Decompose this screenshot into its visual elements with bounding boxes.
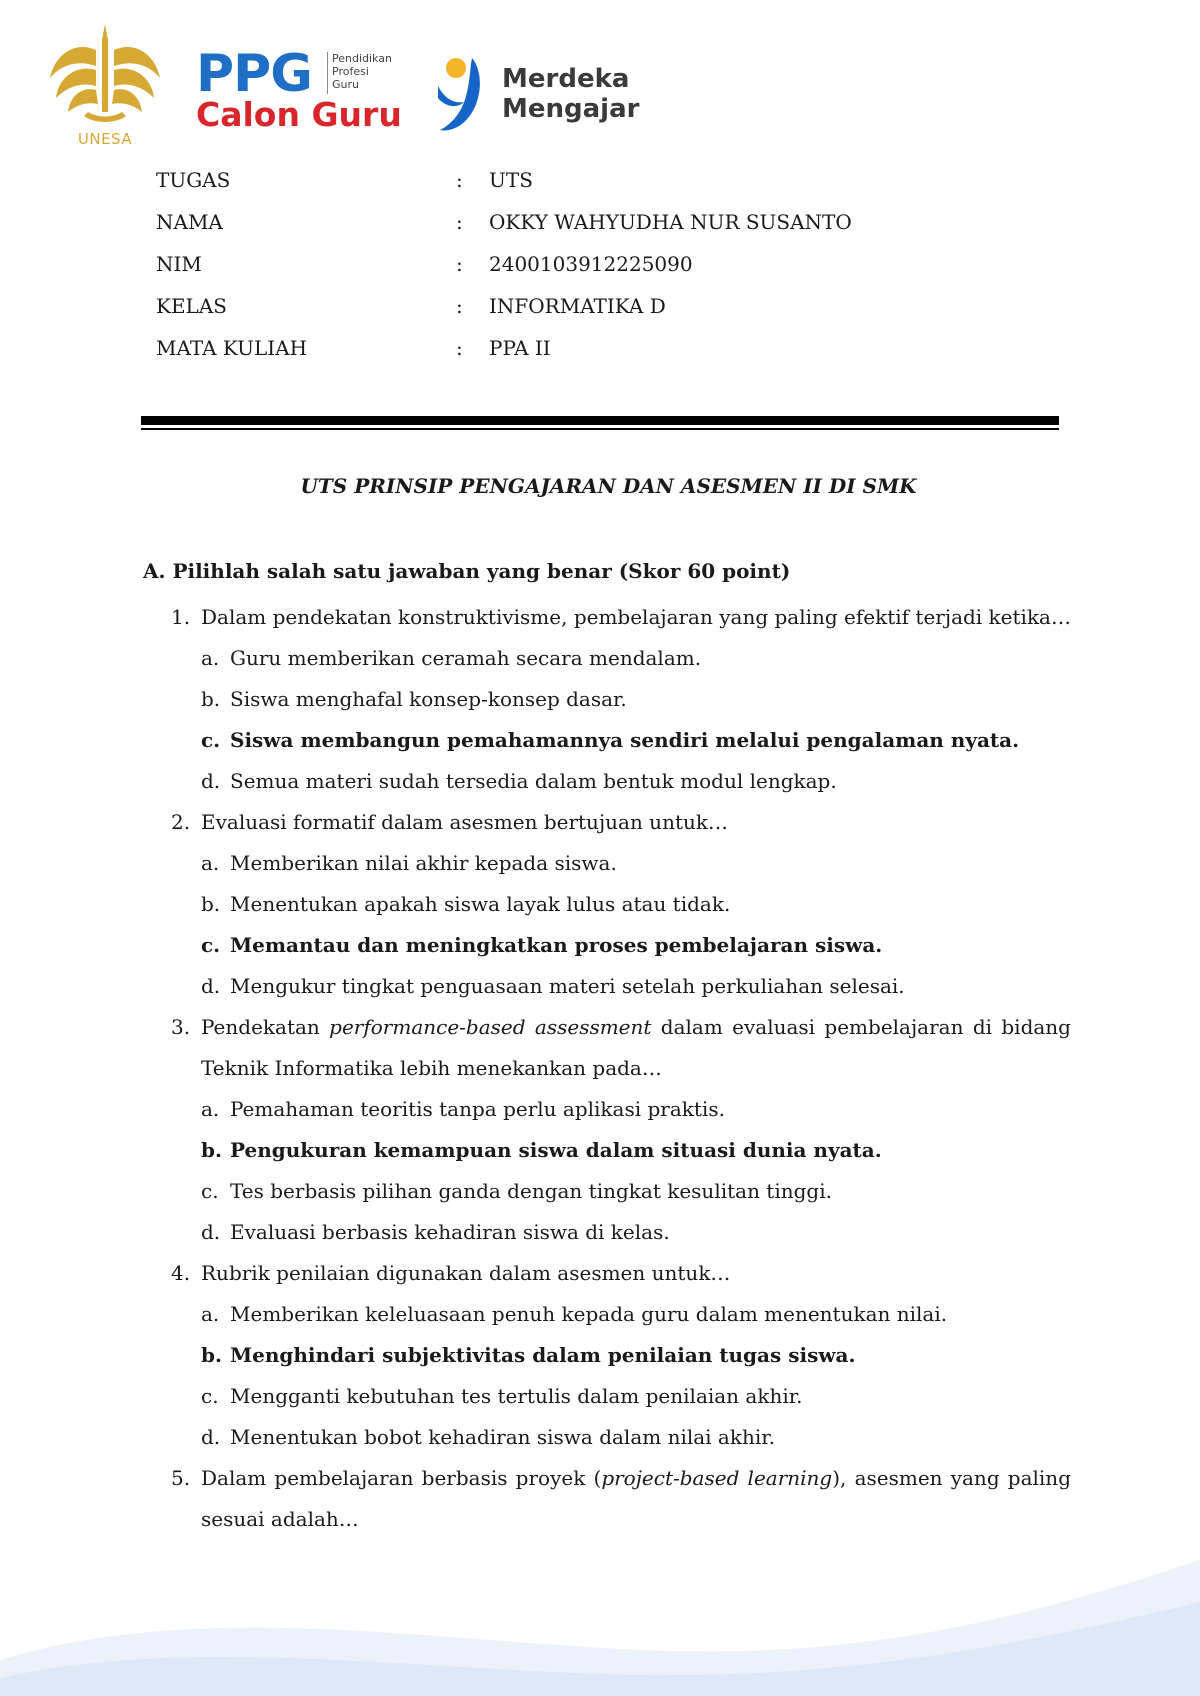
option-text: Semua materi sudah tersedia dalam bentuk modul lengkap. (230, 769, 837, 793)
ppg-sub-line: Guru (332, 78, 359, 91)
question-italic-term: performance-based assessment (329, 1015, 652, 1039)
option-text: Menentukan apakah siswa layak lulus atau tidak. (230, 892, 731, 916)
identity-colon: : (456, 252, 463, 276)
option-text: Menentukan bobot kehadiran siswa dalam nilai akhir. (230, 1425, 775, 1449)
option-letter: c. (201, 933, 221, 957)
identity-value: 2400103912225090 (489, 252, 693, 276)
option-text: Menghindari subjektivitas dalam penilaian tugas siswa. (230, 1343, 856, 1367)
question-section (143, 555, 1071, 1540)
ppg-divider (327, 52, 328, 94)
identity-value: INFORMATIKA D (489, 294, 666, 318)
option-letter: a. (201, 646, 220, 670)
answer-option (143, 1376, 1071, 1417)
question-text: Rubrik penilaian digunakan dalam asesmen untuk… (201, 1261, 731, 1285)
question-item (143, 802, 1071, 843)
header-rule-thin (141, 428, 1059, 430)
identity-label: TUGAS (156, 168, 231, 192)
question-item (143, 1007, 1071, 1089)
calon-word: Calon (196, 95, 300, 134)
answer-option (143, 1171, 1071, 1212)
question-text: Pendekatan performance-based assessment dalam evaluasi pembelajaran di bidang Teknik Informatika lebih menekankan pada… (201, 1015, 1071, 1080)
identity-value: OKKY WAHYUDHA NUR SUSANTO (489, 210, 852, 234)
unesa-logo (44, 20, 166, 148)
merdeka-mengajar-logo (432, 52, 662, 136)
option-letter: c. (201, 1179, 219, 1203)
option-text: Pengukuran kemampuan siswa dalam situasi dunia nyata. (230, 1138, 882, 1162)
question-text: Dalam pendekatan konstruktivisme, pembelajaran yang paling efektif terjadi ketika… (201, 605, 1071, 629)
ppg-wordmark: PPG (196, 44, 312, 104)
answer-option-correct (143, 1130, 1071, 1171)
footer-wave-decoration (0, 1540, 1200, 1696)
header-rule-thick (141, 416, 1059, 425)
answer-option (143, 1089, 1071, 1130)
option-text: Mengukur tingkat penguasaan materi setelah perkuliahan selesai. (230, 974, 905, 998)
option-text: Guru memberikan ceramah secara mendalam. (230, 646, 702, 670)
question-number: 4. (171, 1261, 191, 1285)
identity-colon: : (456, 210, 463, 234)
merdeka-mengajar-wordmark (502, 64, 639, 124)
option-text: Siswa membangun pemahamannya sendiri melalui pengalaman nyata. (230, 728, 1020, 752)
question-text: Dalam pembelajaran berbasis proyek (project-based learning), asesmen yang paling sesuai adalah… (201, 1466, 1071, 1531)
merdeka-mengajar-icon (432, 52, 488, 136)
identity-colon: : (456, 168, 463, 192)
option-text: Pemahaman teoritis tanpa perlu aplikasi praktis. (230, 1097, 725, 1121)
question-number: 3. (171, 1015, 191, 1039)
guru-word: Guru (311, 95, 402, 134)
option-letter: b. (201, 1343, 222, 1367)
ppg-subtitle (332, 52, 392, 91)
question-italic-term: project-based learning (601, 1466, 833, 1490)
option-text: Memberikan nilai akhir kepada siswa. (230, 851, 617, 875)
merdeka-word: Merdeka (502, 64, 630, 94)
identity-value: PPA II (489, 336, 551, 360)
option-letter: a. (201, 1302, 220, 1326)
option-text: Evaluasi berbasis kehadiran siswa di kelas. (230, 1220, 670, 1244)
question-item (143, 1253, 1071, 1294)
unesa-emblem-icon (44, 20, 166, 130)
option-letter: a. (201, 1097, 220, 1121)
question-item (143, 597, 1071, 638)
ppg-sub-line: Profesi (332, 65, 369, 78)
option-letter: c. (201, 1384, 219, 1408)
question-text: Evaluasi formatif dalam asesmen bertujuan untuk… (201, 810, 728, 834)
ppg-calon-guru-logo (196, 44, 406, 134)
answer-option (143, 1294, 1071, 1335)
identity-label: NIM (156, 252, 202, 276)
unesa-label: UNESA (77, 130, 133, 148)
option-text: Memantau dan meningkatkan proses pembelajaran siswa. (230, 933, 883, 957)
question-list (143, 597, 1071, 1540)
answer-option (143, 761, 1071, 802)
answer-option (143, 884, 1071, 925)
document-title: UTS PRINSIP PENGAJARAN DAN ASESMEN II DI SMK (300, 474, 917, 498)
identity-value: UTS (489, 168, 533, 192)
identity-colon: : (456, 294, 463, 318)
option-text: Siswa menghafal konsep-konsep dasar. (230, 687, 627, 711)
mengajar-word: Mengajar (502, 94, 640, 124)
identity-label: MATA KULIAH (156, 336, 308, 360)
option-text: Mengganti kebutuhan tes tertulis dalam penilaian akhir. (230, 1384, 803, 1408)
option-letter: b. (201, 687, 221, 711)
question-item (143, 1458, 1071, 1540)
option-letter: b. (201, 892, 221, 916)
option-letter: c. (201, 728, 221, 752)
answer-option (143, 679, 1071, 720)
identity-label: KELAS (156, 294, 227, 318)
option-letter: a. (201, 851, 220, 875)
option-letter: d. (201, 769, 221, 793)
identity-label: NAMA (156, 210, 223, 234)
option-letter: d. (201, 974, 221, 998)
identity-colon: : (456, 336, 463, 360)
answer-option-correct (143, 720, 1071, 761)
calon-guru-wordmark (196, 96, 402, 134)
answer-option-correct (143, 925, 1071, 966)
answer-option-correct (143, 1335, 1071, 1376)
answer-option (143, 966, 1071, 1007)
option-letter: b. (201, 1138, 222, 1162)
ppg-sub-line: Pendidikan (332, 52, 392, 65)
answer-option (143, 638, 1071, 679)
question-number: 1. (171, 605, 191, 629)
option-letter: d. (201, 1425, 221, 1449)
option-text: Memberikan keleluasaan penuh kepada guru dalam menentukan nilai. (230, 1302, 948, 1326)
option-letter: d. (201, 1220, 221, 1244)
answer-option (143, 843, 1071, 884)
question-number: 5. (171, 1466, 191, 1490)
answer-option (143, 1212, 1071, 1253)
answer-option (143, 1417, 1071, 1458)
section-a-heading: A. Pilihlah salah satu jawaban yang benar (Skor 60 point) (143, 559, 791, 583)
option-text: Tes berbasis pilihan ganda dengan tingkat kesulitan tinggi. (230, 1179, 832, 1203)
question-number: 2. (171, 810, 191, 834)
